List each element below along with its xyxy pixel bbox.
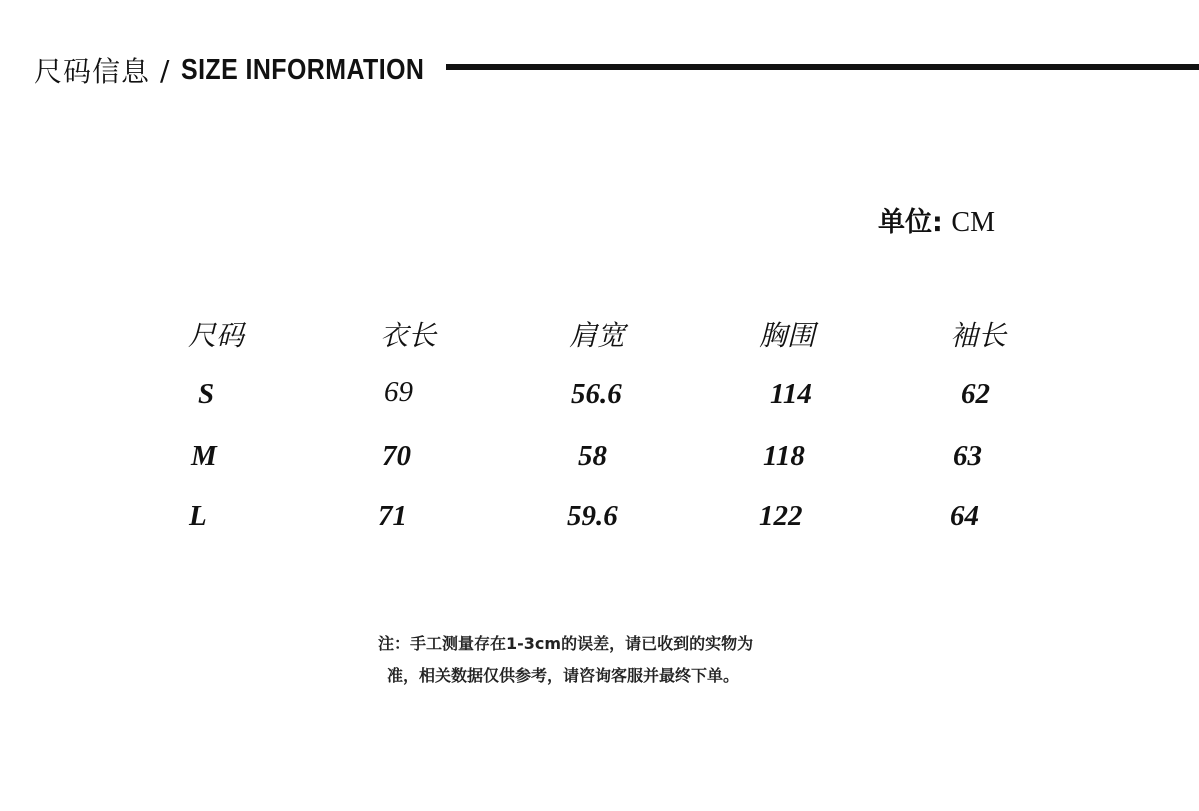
row-l-chest: 122 <box>759 500 803 532</box>
note-line-2: 准，相关数据仅供参考，请咨询客服并最终下单。 <box>387 666 740 685</box>
row-l-shoulder: 59.6 <box>567 500 618 532</box>
row-l-size: L <box>189 500 207 532</box>
page-title-chinese: 尺码信息 <box>34 55 151 88</box>
unit-label-text: 单位: <box>878 207 943 238</box>
header-divider-line <box>446 64 1199 70</box>
row-m-length: 70 <box>382 440 411 472</box>
row-m-shoulder: 58 <box>578 440 607 472</box>
title-separator: / <box>160 53 170 87</box>
header-chest: 胸围 <box>759 319 816 352</box>
note-line-1: 注：手工测量存在1-3cm的误差，请已收到的实物为 <box>378 634 754 653</box>
row-l-sleeve: 64 <box>950 500 979 532</box>
header-sleeve: 袖长 <box>950 319 1007 352</box>
header-size: 尺码 <box>188 319 245 352</box>
page-title-english: SIZE INFORMATION <box>181 53 425 86</box>
header-shoulder: 肩宽 <box>569 319 626 352</box>
row-l-length: 71 <box>378 500 407 532</box>
row-s-chest: 114 <box>770 378 812 410</box>
row-m-size: M <box>191 440 217 472</box>
header-length: 衣长 <box>380 319 437 352</box>
row-s-sleeve: 62 <box>961 378 990 410</box>
row-s-length: 69 <box>384 376 413 408</box>
row-m-chest: 118 <box>763 440 805 472</box>
unit-label <box>878 200 995 239</box>
row-s-size: S <box>198 378 215 410</box>
unit-value: CM <box>951 207 995 238</box>
row-s-shoulder: 56.6 <box>571 378 622 410</box>
row-m-sleeve: 63 <box>953 440 982 472</box>
page-header <box>34 48 464 92</box>
measurement-note <box>378 628 838 692</box>
